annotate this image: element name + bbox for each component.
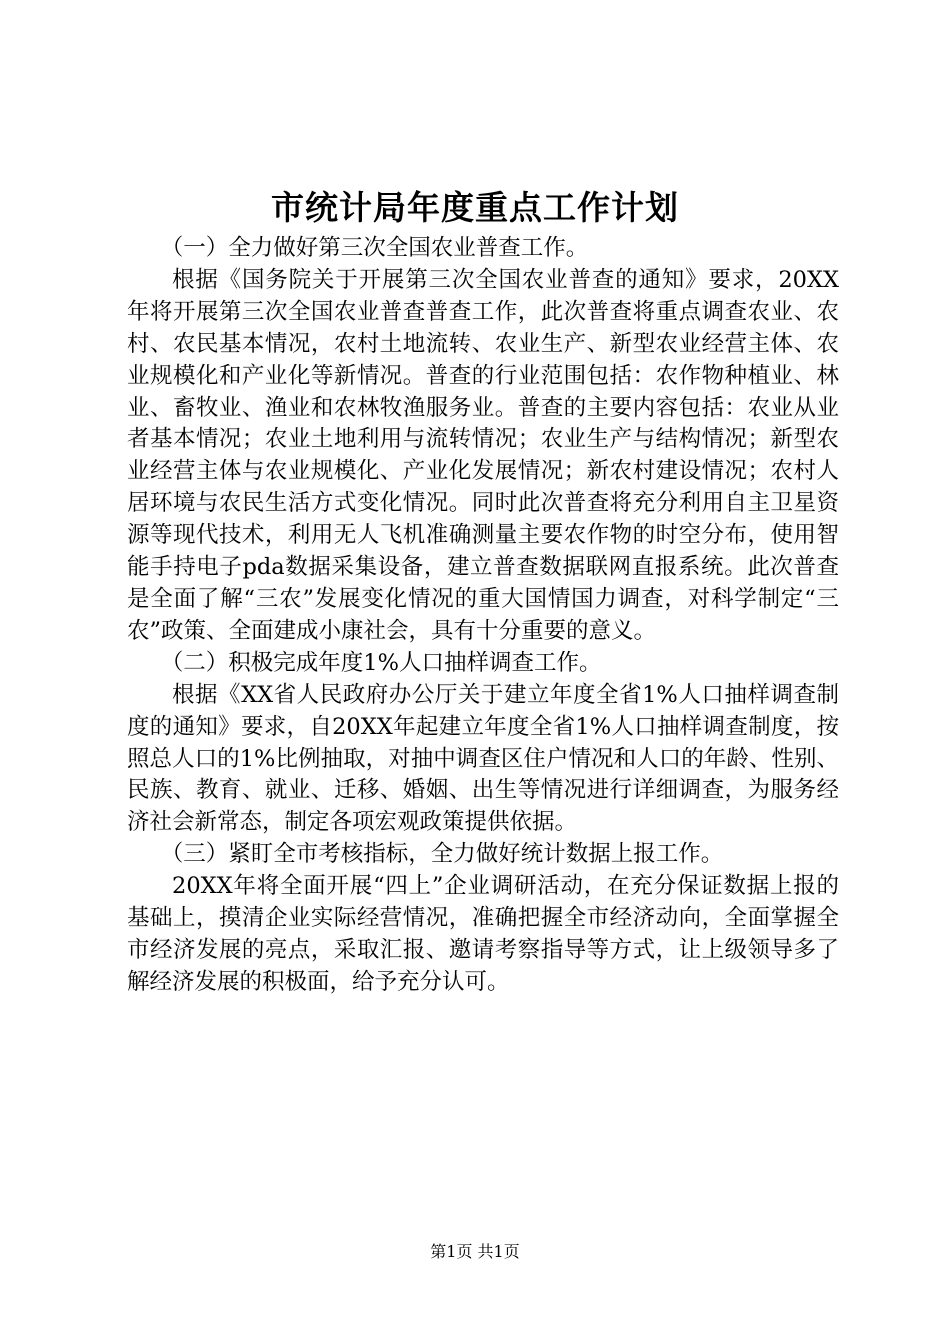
- document-body: [127, 233, 839, 999]
- section-1-paragraph: 根据《国务院关于开展第三次全国农业普查的通知》要求，20XX年将开展第三次全国农业普查普查工作，此次普查将重点调查农业、农村、农民基本情况，农村土地流转、农业生产、新型农业经营主体、农业规模化和产业化等新情况。普查的行业范围包括：农作物种植业、林业、畜牧业、渔业和农林牧渔服务业。普查的主要内容包括：农业从业者基本情况；农业土地利用与流转情况；农业生产与结构情况；新型农业经营主体与农业规模化、产业化发展情况；新农村建设情况；农村人居环境与农民生活方式变化情况。同时此次普查将充分利用自主卫星资源等现代技术，利用无人飞机准确测量主要农作物的时空分布，使用智能手持电子pda数据采集设备，建立普查数据联网直报系统。此次普查是全面了解“三农”发展变化情况的重大国情国力调查，对科学制定“三农”政策、全面建成小康社会，具有十分重要的意义。: [127, 266, 839, 644]
- page-footer: 第1页 共1页: [430, 1242, 520, 1261]
- section-3-paragraph: 20XX年将全面开展“四上”企业调研活动，在充分保证数据上报的基础上，摸清企业实际经营情况，准确把握全市经济动向，全面掌握全市经济发展的亮点，采取汇报、邀请考察指导等方式，让上级领导多了解经济发展的积极面，给予充分认可。: [127, 873, 839, 995]
- section-2-paragraph: 根据《XX省人民政府办公厅关于建立年度全省1%人口抽样调查制度的通知》要求，自20XX年起建立年度全省1%人口抽样调查制度，按照总人口的1%比例抽取，对抽中调查区住户情况和人口的年龄、性别、民族、教育、就业、迁移、婚姻、出生等情况进行详细调查，为服务经济社会新常态，制定各项宏观政策提供依据。: [127, 681, 839, 836]
- section-3-heading: （三）紧盯全市考核指标，全力做好统计数据上报工作。: [160, 841, 724, 868]
- page-title: 市统计局年度重点工作计划: [271, 188, 679, 227]
- section-1-heading: （一）全力做好第三次全国农业普查工作。: [160, 235, 589, 261]
- section-2-heading: （二）积极完成年度1%人口抽样调查工作。: [160, 649, 602, 676]
